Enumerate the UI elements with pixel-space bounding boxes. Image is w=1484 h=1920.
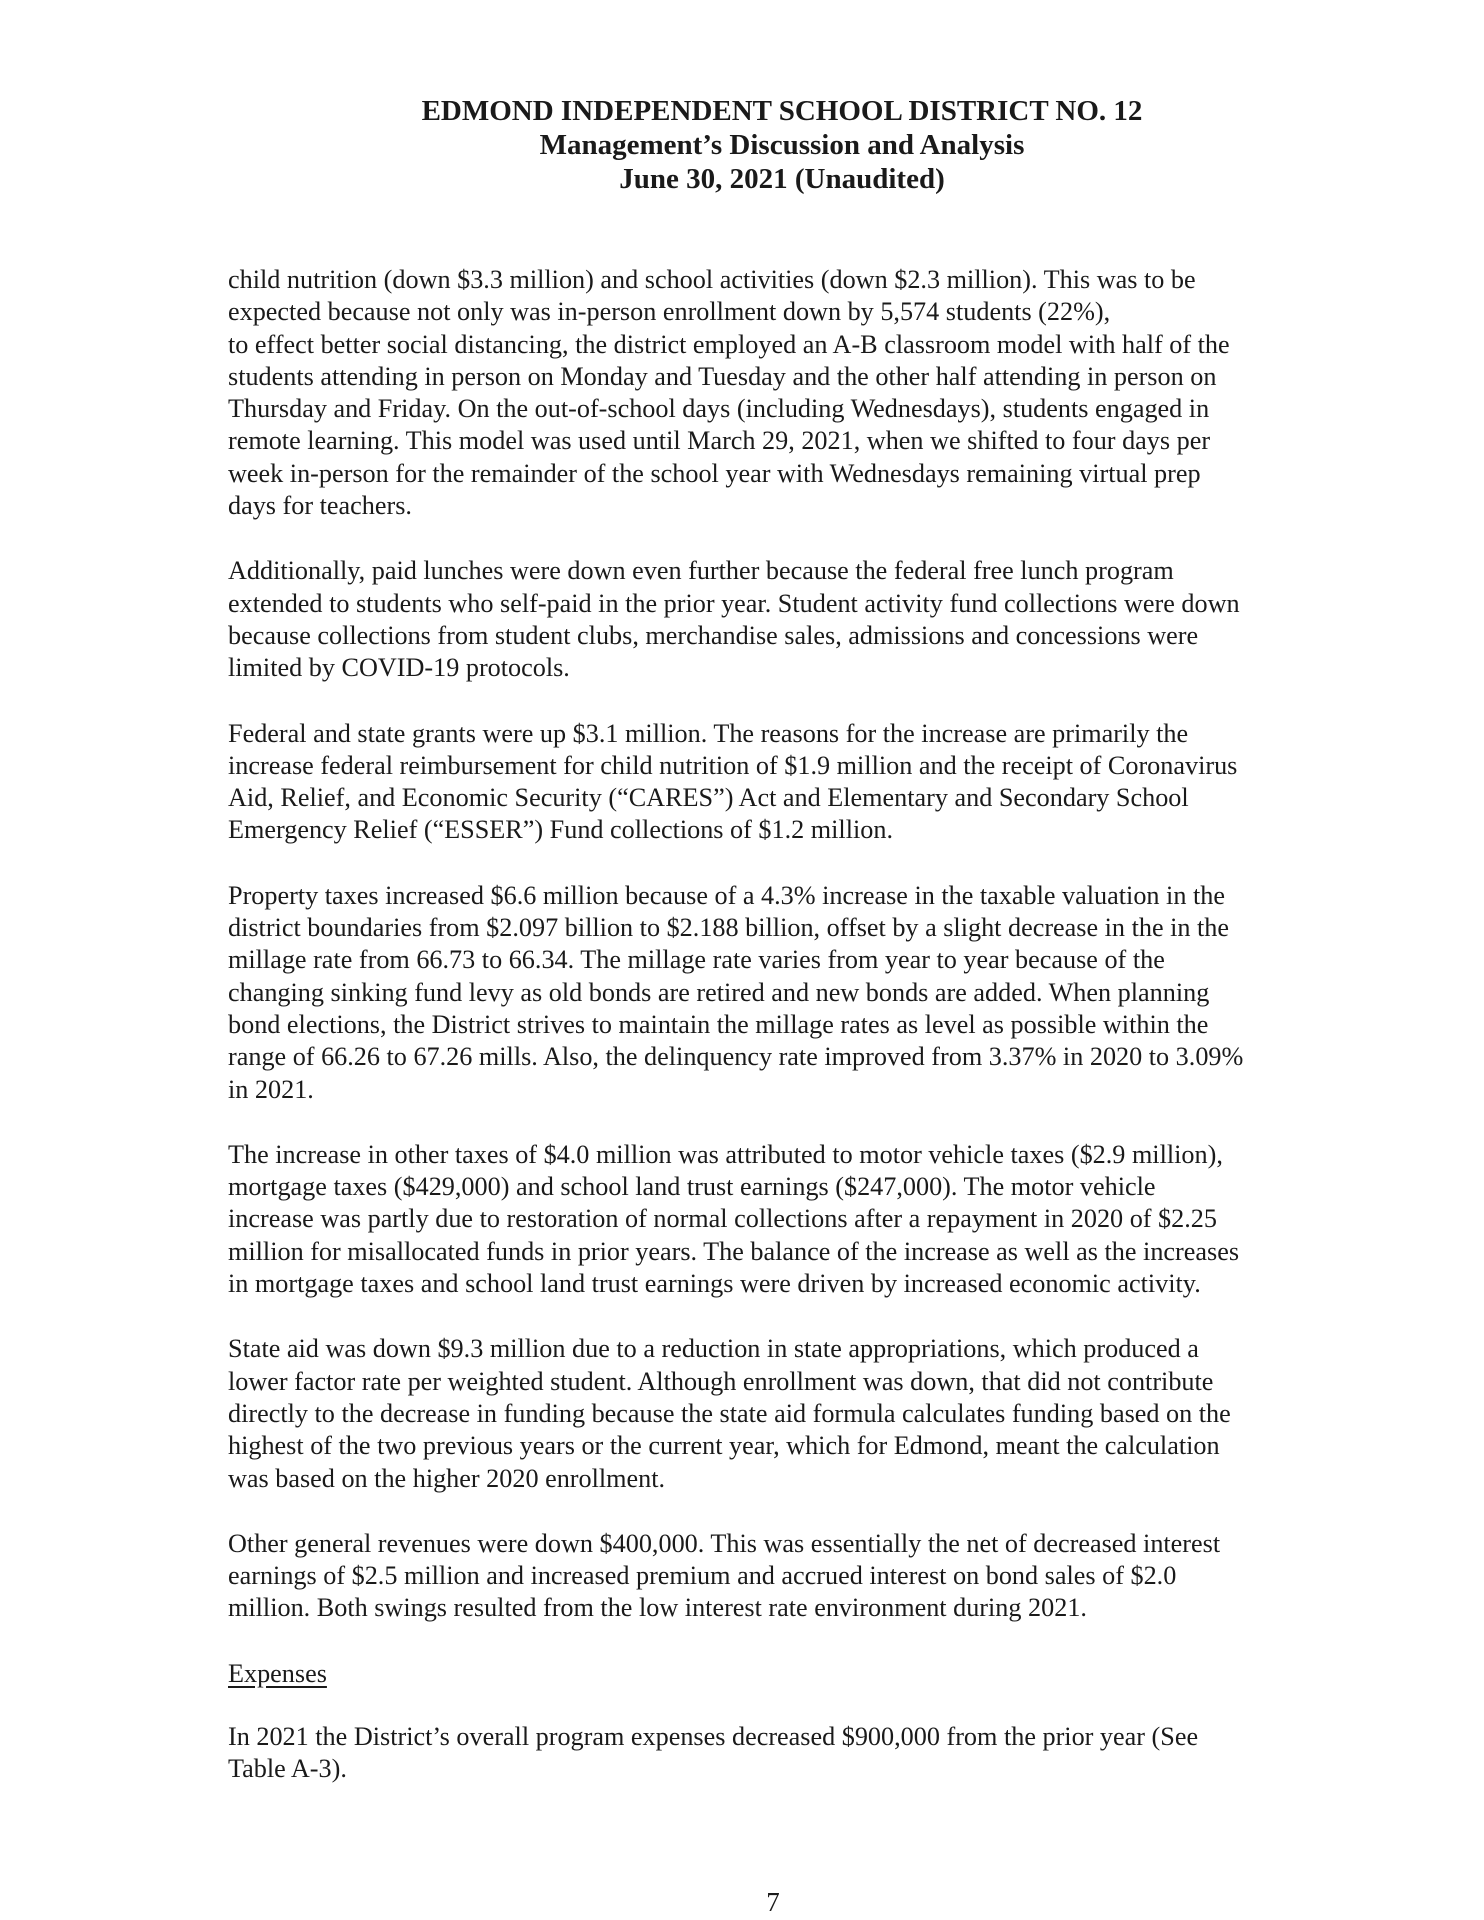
report-title: Management’s Discussion and Analysis xyxy=(539,129,1025,161)
text-line: in mortgage taxes and school land trust earnings were driven by increased economic activity. xyxy=(228,1269,1201,1299)
text-line: mortgage taxes ($429,000) and school land trust earnings ($247,000). The motor vehicle xyxy=(228,1172,1156,1202)
text-line: bond elections, the District strives to maintain the millage rates as level as possible within the xyxy=(228,1009,1209,1039)
text-line: in 2021. xyxy=(228,1074,314,1104)
expenses-heading: Expenses xyxy=(228,1658,327,1688)
text-line: earnings of $2.5 million and increased premium and accrued interest on bond sales of $2.0 xyxy=(228,1561,1177,1591)
text-line: lower factor rate per weighted student. Although enrollment was down, that did not contribute xyxy=(228,1366,1214,1396)
text-line: increase was partly due to restoration of normal collections after a repayment in 2020 of $2.25 xyxy=(228,1204,1217,1234)
text-line: Emergency Relief (“ESSER”) Fund collections of $1.2 million. xyxy=(228,815,893,845)
text-line: to effect better social distancing, the district employed an A-B classroom model with half of the xyxy=(228,329,1230,359)
district-name: EDMOND INDEPENDENT SCHOOL DISTRICT NO. 12 xyxy=(421,95,1143,127)
text-line: Thursday and Friday. On the out-of-school days (including Wednesdays), students engaged in xyxy=(228,394,1210,424)
text-line: extended to students who self-paid in the prior year. Student activity fund collections were down xyxy=(228,588,1240,618)
text-line: directly to the decrease in funding because the state aid formula calculates funding based on the xyxy=(228,1398,1231,1428)
text-line: changing sinking fund levy as old bonds are retired and new bonds are added. When planning xyxy=(228,977,1210,1007)
text-line: child nutrition (down $3.3 million) and school activities (down $2.3 million). This was to be xyxy=(228,265,1196,294)
text-line: week in-person for the remainder of the school year with Wednesdays remaining virtual prep xyxy=(228,458,1201,488)
text-line: remote learning. This model was used until March 29, 2021, when we shifted to four days per xyxy=(228,426,1211,456)
text-line: Other general revenues were down $400,000. This was essentially the net of decreased interest xyxy=(228,1528,1221,1558)
paragraph-expenses xyxy=(228,1721,1348,1786)
paragraph-lunches xyxy=(228,555,1348,684)
text-line: students attending in person on Monday and Tuesday and the other half attending in person on xyxy=(228,361,1217,391)
text-line: highest of the two previous years or the current year, which for Edmond, meant the calculation xyxy=(228,1431,1220,1461)
text-line: was based on the higher 2020 enrollment. xyxy=(228,1463,666,1493)
text-line: limited by COVID-19 protocols. xyxy=(228,653,570,683)
report-date: June 30, 2021 (Unaudited) xyxy=(619,163,945,195)
text-line: expected because not only was in-person enrollment down by 5,574 students (22%), xyxy=(228,297,1111,327)
paragraph-revenue-decline xyxy=(228,264,1348,522)
text-line: million. Both swings resulted from the low interest rate environment during 2021. xyxy=(228,1593,1087,1623)
text-line: State aid was down $9.3 million due to a reduction in state appropriations, which produced a xyxy=(228,1334,1199,1364)
text-line: district boundaries from $2.097 billion to $2.188 billion, offset by a slight decrease in the in the xyxy=(228,913,1230,943)
page-number: 7 xyxy=(766,1887,780,1917)
document-body xyxy=(228,264,1348,1819)
text-line: Aid, Relief, and Economic Security (“CARES”) Act and Elementary and Secondary School xyxy=(228,783,1189,813)
paragraph-property-taxes xyxy=(228,880,1348,1106)
text-line: In 2021 the District’s overall program expenses decreased $900,000 from the prior year (See xyxy=(228,1721,1199,1751)
paragraph-other-taxes xyxy=(228,1139,1348,1300)
paragraph-other-revenues xyxy=(228,1528,1348,1625)
text-line: Additionally, paid lunches were down even further because the federal free lunch program xyxy=(228,556,1174,586)
text-line: million for misallocated funds in prior years. The balance of the increase as well as the increases xyxy=(228,1236,1240,1266)
text-line: range of 66.26 to 67.26 mills. Also, the delinquency rate improved from 3.37% in 2020 to 3.09% xyxy=(228,1042,1244,1072)
text-line: Federal and state grants were up $3.1 million. The reasons for the increase are primarily the xyxy=(228,718,1189,748)
text-line: Property taxes increased $6.6 million because of a 4.3% increase in the taxable valuation in the xyxy=(228,880,1225,910)
text-line: increase federal reimbursement for child nutrition of $1.9 million and the receipt of Coronavirus xyxy=(228,750,1238,780)
page-header xyxy=(0,94,1484,196)
text-line: days for teachers. xyxy=(228,491,412,521)
text-line: Table A-3). xyxy=(228,1754,347,1784)
text-line: millage rate from 66.73 to 66.34. The millage rate varies from year to year because of the xyxy=(228,945,1165,975)
paragraph-grants xyxy=(228,718,1348,847)
paragraph-state-aid xyxy=(228,1333,1348,1494)
text-line: because collections from student clubs, merchandise sales, admissions and concessions were xyxy=(228,620,1199,650)
text-line: The increase in other taxes of $4.0 million was attributed to motor vehicle taxes ($2.9 million), xyxy=(228,1139,1223,1169)
